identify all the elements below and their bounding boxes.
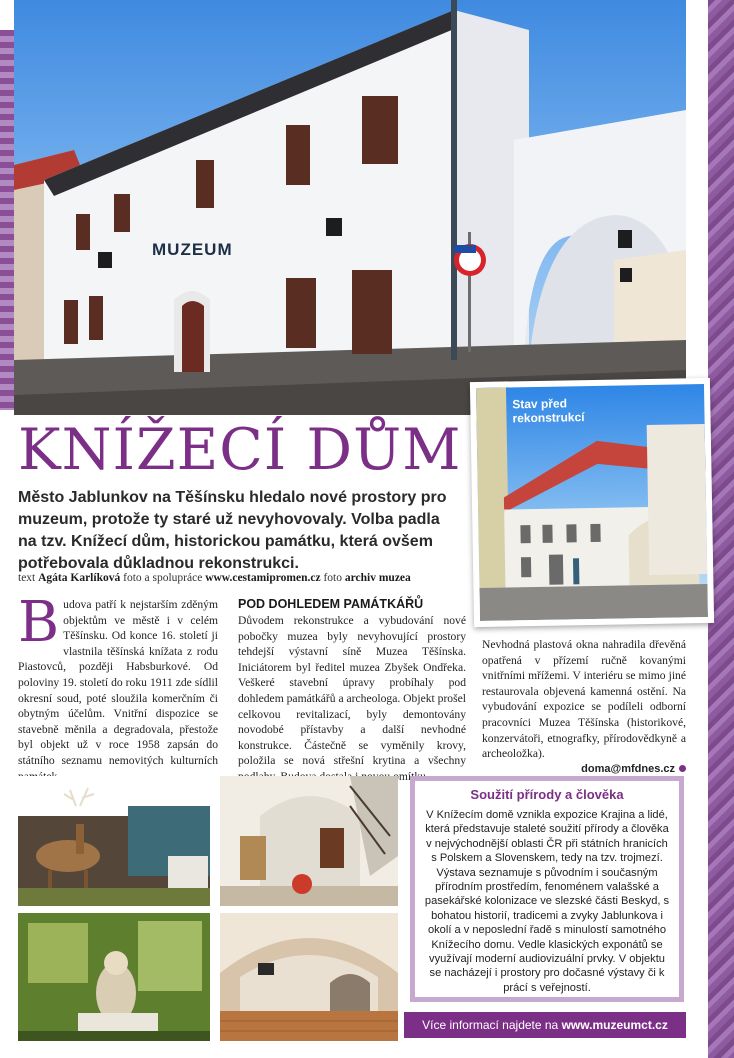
credit-photo2-label: foto	[323, 572, 342, 584]
photo-vaulted-cellar	[220, 913, 398, 1041]
info-box-text: V Knížecím domě vznikla expozice Krajina a lidé, která představuje staleté soužití přírody a člověka v nejvýchodnější oblasti ČR při státních hranicích s Polskem a Slovenskem, tedy na tzv. trojmezí. Výstava seznamuje s původním i současným přírodním prostředím, fenoménem valašské a pasekářské kolonizace ve slezské části Beskyd, s bohatou historií, tradicemi a zvyky Jablunkova i okolí a v neposlední řadě s minulostí samotného Knížecího domu. Vedle klasických exponátů se využívají moderní audiovizuální prvky. V objektu se nacházejí i prostory pro dočasné výstavy či k prácí s veřejností.	[424, 809, 670, 994]
more-info-link[interactable]: www.muzeumct.cz	[561, 1018, 668, 1032]
body-column-1	[18, 590, 218, 784]
lead-line: na tzv. Knížecí dům, historickou památku, která ovšem	[18, 533, 433, 550]
lead-line: potřebovala důkladnou rekonstrukci.	[18, 555, 299, 572]
lead-line: Město Jablunkov na Těšínsku hledalo nové prostory pro	[18, 489, 447, 506]
photo-exhibit-lynx	[18, 913, 210, 1041]
info-box-nature-and-people	[410, 776, 684, 1002]
museum-sign: MUZEUM	[152, 240, 233, 259]
info-box-heading: Soužití přírody a člověka	[470, 787, 624, 802]
col1-text: udova patří k nejstarším zděným objektům ve městě i v celém Těšínsku. Od konce 16. století ji vlastnila těšínská knížata z rodu Piastovců, později Habsburkové. Od poloviny 19. století do roku 1911 zde sídlil okresní soud, poté sloužila komerčním či obytným účelům. Vnitřní dispozice se stavebně měnila a degradovala, přestože byl objekt už v roce 1958 zapsán do státního seznamu nemovitých kulturních	[18, 598, 218, 767]
hero-photo-museum-building	[14, 0, 686, 415]
body-column-2	[238, 597, 466, 785]
inset-photo-before-reconstruction	[470, 378, 714, 627]
drop-cap: B	[18, 590, 60, 655]
credit-author: Agáta Karlíková	[38, 572, 121, 584]
credit-website[interactable]: www.cestamipromen.cz	[205, 572, 321, 584]
article-credits	[18, 572, 411, 584]
credit-text-label: text	[18, 572, 36, 584]
left-edge-stripe	[0, 30, 14, 410]
article-lead	[18, 487, 473, 575]
credit-photo-label: foto a spolupráce	[123, 572, 203, 584]
more-info-label: Více informací najdete na	[422, 1018, 559, 1032]
col2-text: Důvodem rekonstrukce a vybudování nové pobočky muzea byly nevyhovující prostory tehdejší výstavní síně Muzea Těšínska. Iniciátorem byl ředitel muzea Zbyšek Ondřeka. Veškeré stavební úpravy probíhaly pod dohledem památkářů a archeologa. Objekt prošel celkovou revitalizací, byly demontovány novodobé přístavby a další nevhodné konstrukce. Částečně se vyměnily krovy, položila se nová střešní krytina a všechny	[238, 614, 466, 768]
photo-interior-hall	[220, 776, 398, 906]
author-email[interactable]: doma@mfdnes.cz	[581, 762, 675, 775]
more-info-bar	[404, 1012, 686, 1038]
body-column-3	[482, 637, 686, 777]
credit-source: archiv muzea	[344, 572, 411, 584]
end-bullet	[679, 765, 686, 772]
section-heading: POD DOHLEDEM PAMÁTKÁŘŮ	[238, 597, 424, 611]
inset-caption: Stav před rekonstrukcí	[512, 396, 585, 426]
col3-text: Nevhodná plastová okna nahradila dřevěná opatřená v přízemí ručně kovanými vnitřními mřížemi. V interiéru se mimo jiné restaurovala objevená kamenná ostění. Na vybudování expozice se podíleli odborní pracovníci Muzea Těšínska (historikové, konzervátoři, etnografky, přírodovědkyně a archeoložka).	[482, 638, 686, 761]
photo-exhibit-deer	[18, 776, 210, 906]
lead-line: muzeum, protože ty staré už nevyhovovaly. Volba padla	[18, 511, 440, 528]
article-title: KNÍŽECÍ DŮM	[18, 417, 462, 483]
